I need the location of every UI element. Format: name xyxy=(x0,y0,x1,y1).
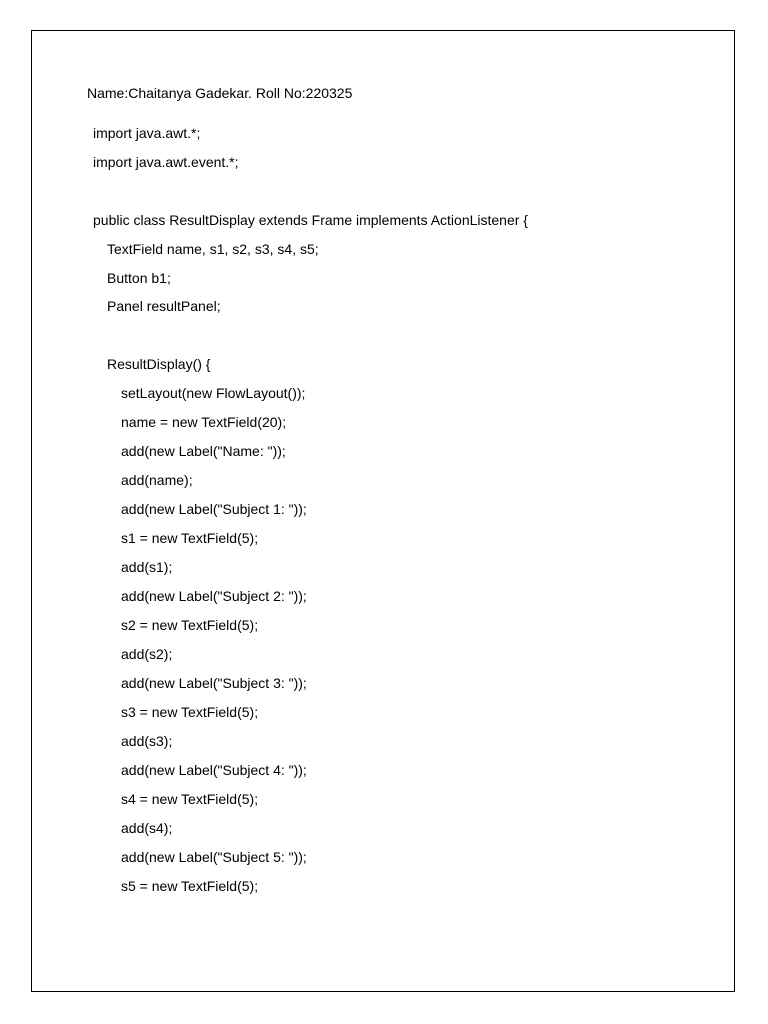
code-line: s3 = new TextField(5); xyxy=(121,704,259,720)
code-line: add(name); xyxy=(121,472,193,488)
code-line: s4 = new TextField(5); xyxy=(121,791,259,807)
code-line: add(s4); xyxy=(121,820,173,836)
code-line: name = new TextField(20); xyxy=(121,414,287,430)
code-line: setLayout(new FlowLayout()); xyxy=(121,385,306,401)
code-line: Panel resultPanel; xyxy=(107,298,221,314)
code-line: ResultDisplay() { xyxy=(107,356,211,372)
code-line: s5 = new TextField(5); xyxy=(121,878,259,894)
code-line: Button b1; xyxy=(107,270,171,286)
code-line: TextField name, s1, s2, s3, s4, s5; xyxy=(107,241,319,257)
code-line: add(new Label("Subject 5: ")); xyxy=(121,849,307,865)
code-line: add(s1); xyxy=(121,559,173,575)
code-line: add(new Label("Name: ")); xyxy=(121,443,286,459)
code-line: add(new Label("Subject 3: ")); xyxy=(121,675,307,691)
student-name-roll: Name:Chaitanya Gadekar. Roll No:220325 xyxy=(87,85,353,101)
code-line: add(new Label("Subject 2: ")); xyxy=(121,588,307,604)
code-line: add(s2); xyxy=(121,646,173,662)
code-line: s2 = new TextField(5); xyxy=(121,617,259,633)
code-line: add(new Label("Subject 1: ")); xyxy=(121,501,307,517)
code-line: public class ResultDisplay extends Frame implements ActionListener { xyxy=(93,212,528,228)
code-line: s1 = new TextField(5); xyxy=(121,530,259,546)
code-line: add(new Label("Subject 4: ")); xyxy=(121,762,307,778)
code-line: add(s3); xyxy=(121,733,173,749)
code-line: import java.awt.event.*; xyxy=(93,154,239,170)
code-line: import java.awt.*; xyxy=(93,125,201,141)
